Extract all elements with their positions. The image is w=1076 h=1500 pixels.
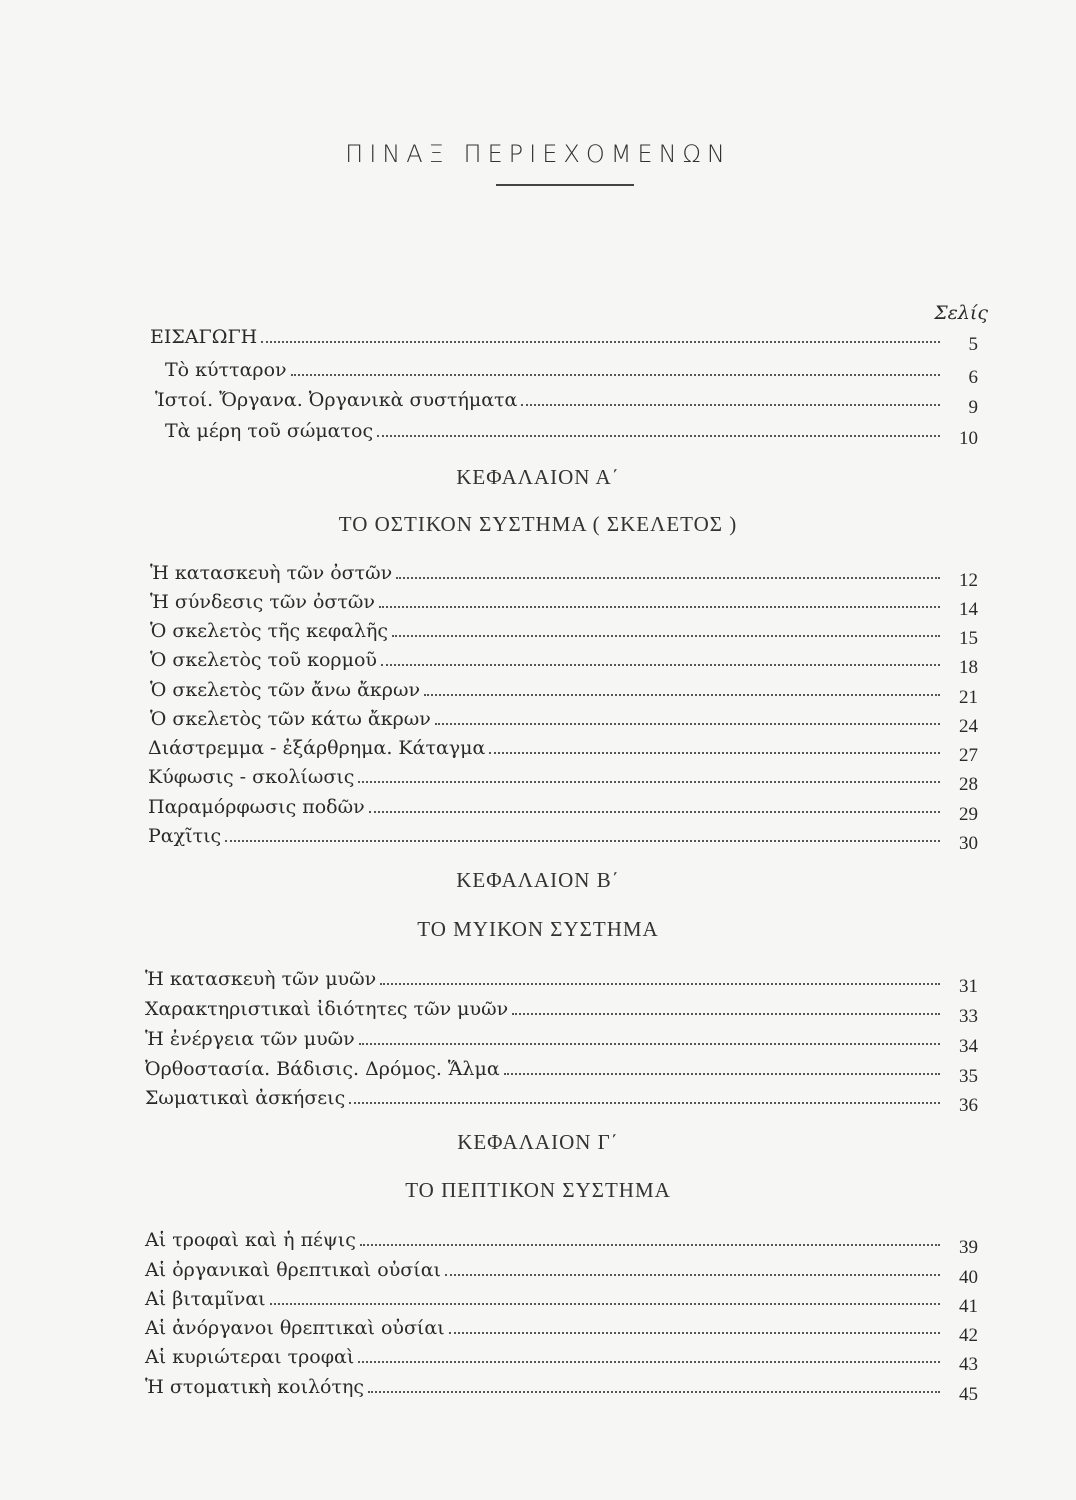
leader-dots [368, 1391, 940, 1393]
toc-entry-label: Αἱ βιταμῖναι [145, 1288, 266, 1310]
toc-entry[interactable] [150, 675, 978, 708]
leader-dots [377, 435, 940, 437]
toc-entry-label: Ραχῖτις [148, 825, 222, 847]
leader-dots [261, 341, 940, 343]
toc-entry-page: 31 [959, 976, 978, 997]
leader-dots [512, 1013, 940, 1015]
toc-entry-label: Αἱ ἀνόργανοι θρεπτικαὶ οὐσίαι [145, 1317, 445, 1339]
toc-entry-page: 41 [959, 1296, 978, 1317]
leader-dots [225, 840, 940, 842]
chapter-c-subheading: ΤΟ ΠΕΠΤΙΚΟΝ ΣΥΣΤΗΜΑ [405, 1178, 671, 1202]
leader-dots [381, 664, 940, 666]
toc-entry-label: Ὁ σκελετὸς τῶν ἄνω ἄκρων [150, 679, 420, 701]
toc-entry[interactable] [145, 1372, 978, 1405]
toc-entry-label: Αἱ ὀργανικαὶ θρεπτικαὶ οὐσίαι [145, 1259, 441, 1281]
leader-dots [396, 577, 940, 579]
leader-dots [358, 1361, 940, 1363]
toc-entry[interactable] [145, 964, 978, 997]
leader-dots [445, 1274, 940, 1276]
toc-entry-label: Ἱστοί. Ὄργανα. Ὀργανικὰ συστήματα [155, 389, 518, 411]
page-title: ΠΙΝΑΞ ΠΕΡΙΕΧΟΜΕΝΩΝ [345, 140, 731, 168]
toc-entry-page: 42 [959, 1325, 978, 1346]
toc-entry-page: 5 [968, 334, 978, 355]
leader-dots [449, 1332, 940, 1334]
toc-entry-label: ΕΙΣΑΓΩΓΗ [150, 326, 258, 348]
toc-entry-page: 45 [959, 1384, 978, 1405]
leader-dots [359, 1043, 940, 1045]
toc-entry-page: 35 [959, 1066, 978, 1087]
toc-entry-label: Ὁ σκελετὸς τοῦ κορμοῦ [150, 649, 377, 671]
toc-entry-page: 36 [959, 1095, 978, 1116]
toc-entry[interactable] [148, 762, 978, 795]
toc-entry-label: Ἡ κατασκευὴ τῶν ὀστῶν [150, 562, 393, 584]
toc-entry-label: Κύφωσις - σκολίωσις [148, 766, 355, 788]
toc-entry-page: 33 [959, 1006, 978, 1027]
toc-entry-label: Τὰ μέρη τοῦ σώματος [165, 420, 374, 442]
toc-entry-page: 9 [968, 397, 978, 418]
leader-dots [369, 811, 940, 813]
toc-entry-label: Αἱ τροφαὶ καὶ ἡ πέψις [145, 1229, 356, 1251]
toc-entry[interactable] [145, 1313, 978, 1346]
toc-entry[interactable] [145, 1255, 978, 1288]
toc-entry-label: Αἱ κυριώτεραι τροφαὶ [145, 1346, 355, 1368]
chapter-a-heading: ΚΕΦΑΛΑΙΟΝ Α΄ [456, 465, 620, 489]
toc-entry[interactable] [145, 1024, 978, 1057]
chapter-b-subheading: ΤΟ ΜΥΙΚΟΝ ΣΥΣΤΗΜΑ [417, 917, 659, 941]
pages-column-label: Σελίς [934, 302, 988, 324]
toc-entry-page: 21 [959, 687, 978, 708]
leader-dots [489, 752, 940, 754]
toc-entry-label: Ὁ σκελετὸς τῶν κάτω ἄκρων [150, 708, 431, 730]
toc-entry-page: 39 [959, 1237, 978, 1258]
toc-entry[interactable] [145, 1342, 978, 1375]
toc-entry-label: Διάστρεμμα - ἐξάρθρημα. Κάταγμα [148, 737, 486, 759]
toc-entry[interactable] [148, 792, 978, 825]
leader-dots [349, 1102, 940, 1104]
chapter-c-heading: ΚΕΦΑΛΑΙΟΝ Γ΄ [457, 1130, 619, 1154]
toc-entry-page: 43 [959, 1354, 978, 1375]
leader-dots [392, 635, 940, 637]
toc-entry-label: Ὁ σκελετὸς τῆς κεφαλῆς [150, 620, 389, 642]
toc-entry-page: 28 [959, 774, 978, 795]
toc-entry[interactable] [150, 616, 978, 649]
toc-entry-label: Σωματικαὶ ἀσκήσεις [145, 1087, 346, 1109]
toc-entry-page: 24 [959, 716, 978, 737]
toc-entry[interactable] [148, 821, 978, 854]
leader-dots [379, 606, 940, 608]
leader-dots [358, 781, 940, 783]
toc-entry-label: Ἡ σύνδεσις τῶν ὀστῶν [150, 591, 375, 613]
toc-entry[interactable] [150, 587, 978, 620]
toc-entry-page: 30 [959, 833, 978, 854]
toc-entry[interactable] [165, 355, 978, 388]
chapter-b-heading: ΚΕΦΑΛΑΙΟΝ Β΄ [456, 868, 620, 892]
toc-entry-label: Τὸ κύτταρον [165, 359, 287, 381]
toc-entry[interactable] [145, 1054, 978, 1087]
title-underline [496, 184, 634, 186]
toc-entry[interactable] [145, 1083, 978, 1116]
toc-entry[interactable] [150, 322, 978, 355]
leader-dots [504, 1073, 940, 1075]
toc-entry-label: Ἡ στοματικὴ κοιλότης [145, 1376, 365, 1398]
toc-entry-label: Παραμόρφωσις ποδῶν [148, 796, 365, 818]
toc-entry[interactable] [145, 1284, 978, 1317]
toc-entry-label: Ὀρθοστασία. Βάδισις. Δρόμος. Ἅλμα [145, 1058, 500, 1080]
chapter-a-subheading: ΤΟ ΟΣΤΙΚΟΝ ΣΥΣΤΗΜΑ ( ΣΚΕΛΕΤΟΣ ) [338, 512, 738, 536]
toc-entry-label: Ἡ κατασκευὴ τῶν μυῶν [145, 968, 377, 990]
toc-entry[interactable] [150, 558, 978, 591]
toc-entry-page: 6 [968, 367, 978, 388]
toc-entry-page: 14 [959, 599, 978, 620]
toc-entry[interactable] [145, 994, 978, 1027]
leader-dots [291, 374, 940, 376]
leader-dots [270, 1303, 940, 1305]
toc-entry-page: 12 [959, 570, 978, 591]
toc-entry[interactable] [150, 704, 978, 737]
toc-entry-label: Χαρακτηριστικαὶ ἰδιότητες τῶν μυῶν [145, 998, 509, 1020]
leader-dots [424, 694, 940, 696]
toc-entry-page: 18 [959, 657, 978, 678]
toc-entry-page: 27 [959, 745, 978, 766]
toc-entry-label: Ἡ ἐνέργεια τῶν μυῶν [145, 1028, 355, 1050]
toc-entry[interactable] [150, 645, 978, 678]
leader-dots [521, 404, 940, 406]
toc-entry-page: 40 [959, 1267, 978, 1288]
leader-dots [360, 1244, 940, 1246]
toc-entry-page: 29 [959, 804, 978, 825]
toc-entry[interactable] [145, 1225, 978, 1258]
toc-entry-page: 15 [959, 628, 978, 649]
leader-dots [435, 723, 940, 725]
toc-entry[interactable] [155, 385, 978, 418]
toc-entry-page: 34 [959, 1036, 978, 1057]
toc-entry-page: 10 [959, 428, 978, 449]
toc-entry[interactable] [165, 416, 978, 449]
toc-entry[interactable] [148, 733, 978, 766]
leader-dots [380, 983, 940, 985]
